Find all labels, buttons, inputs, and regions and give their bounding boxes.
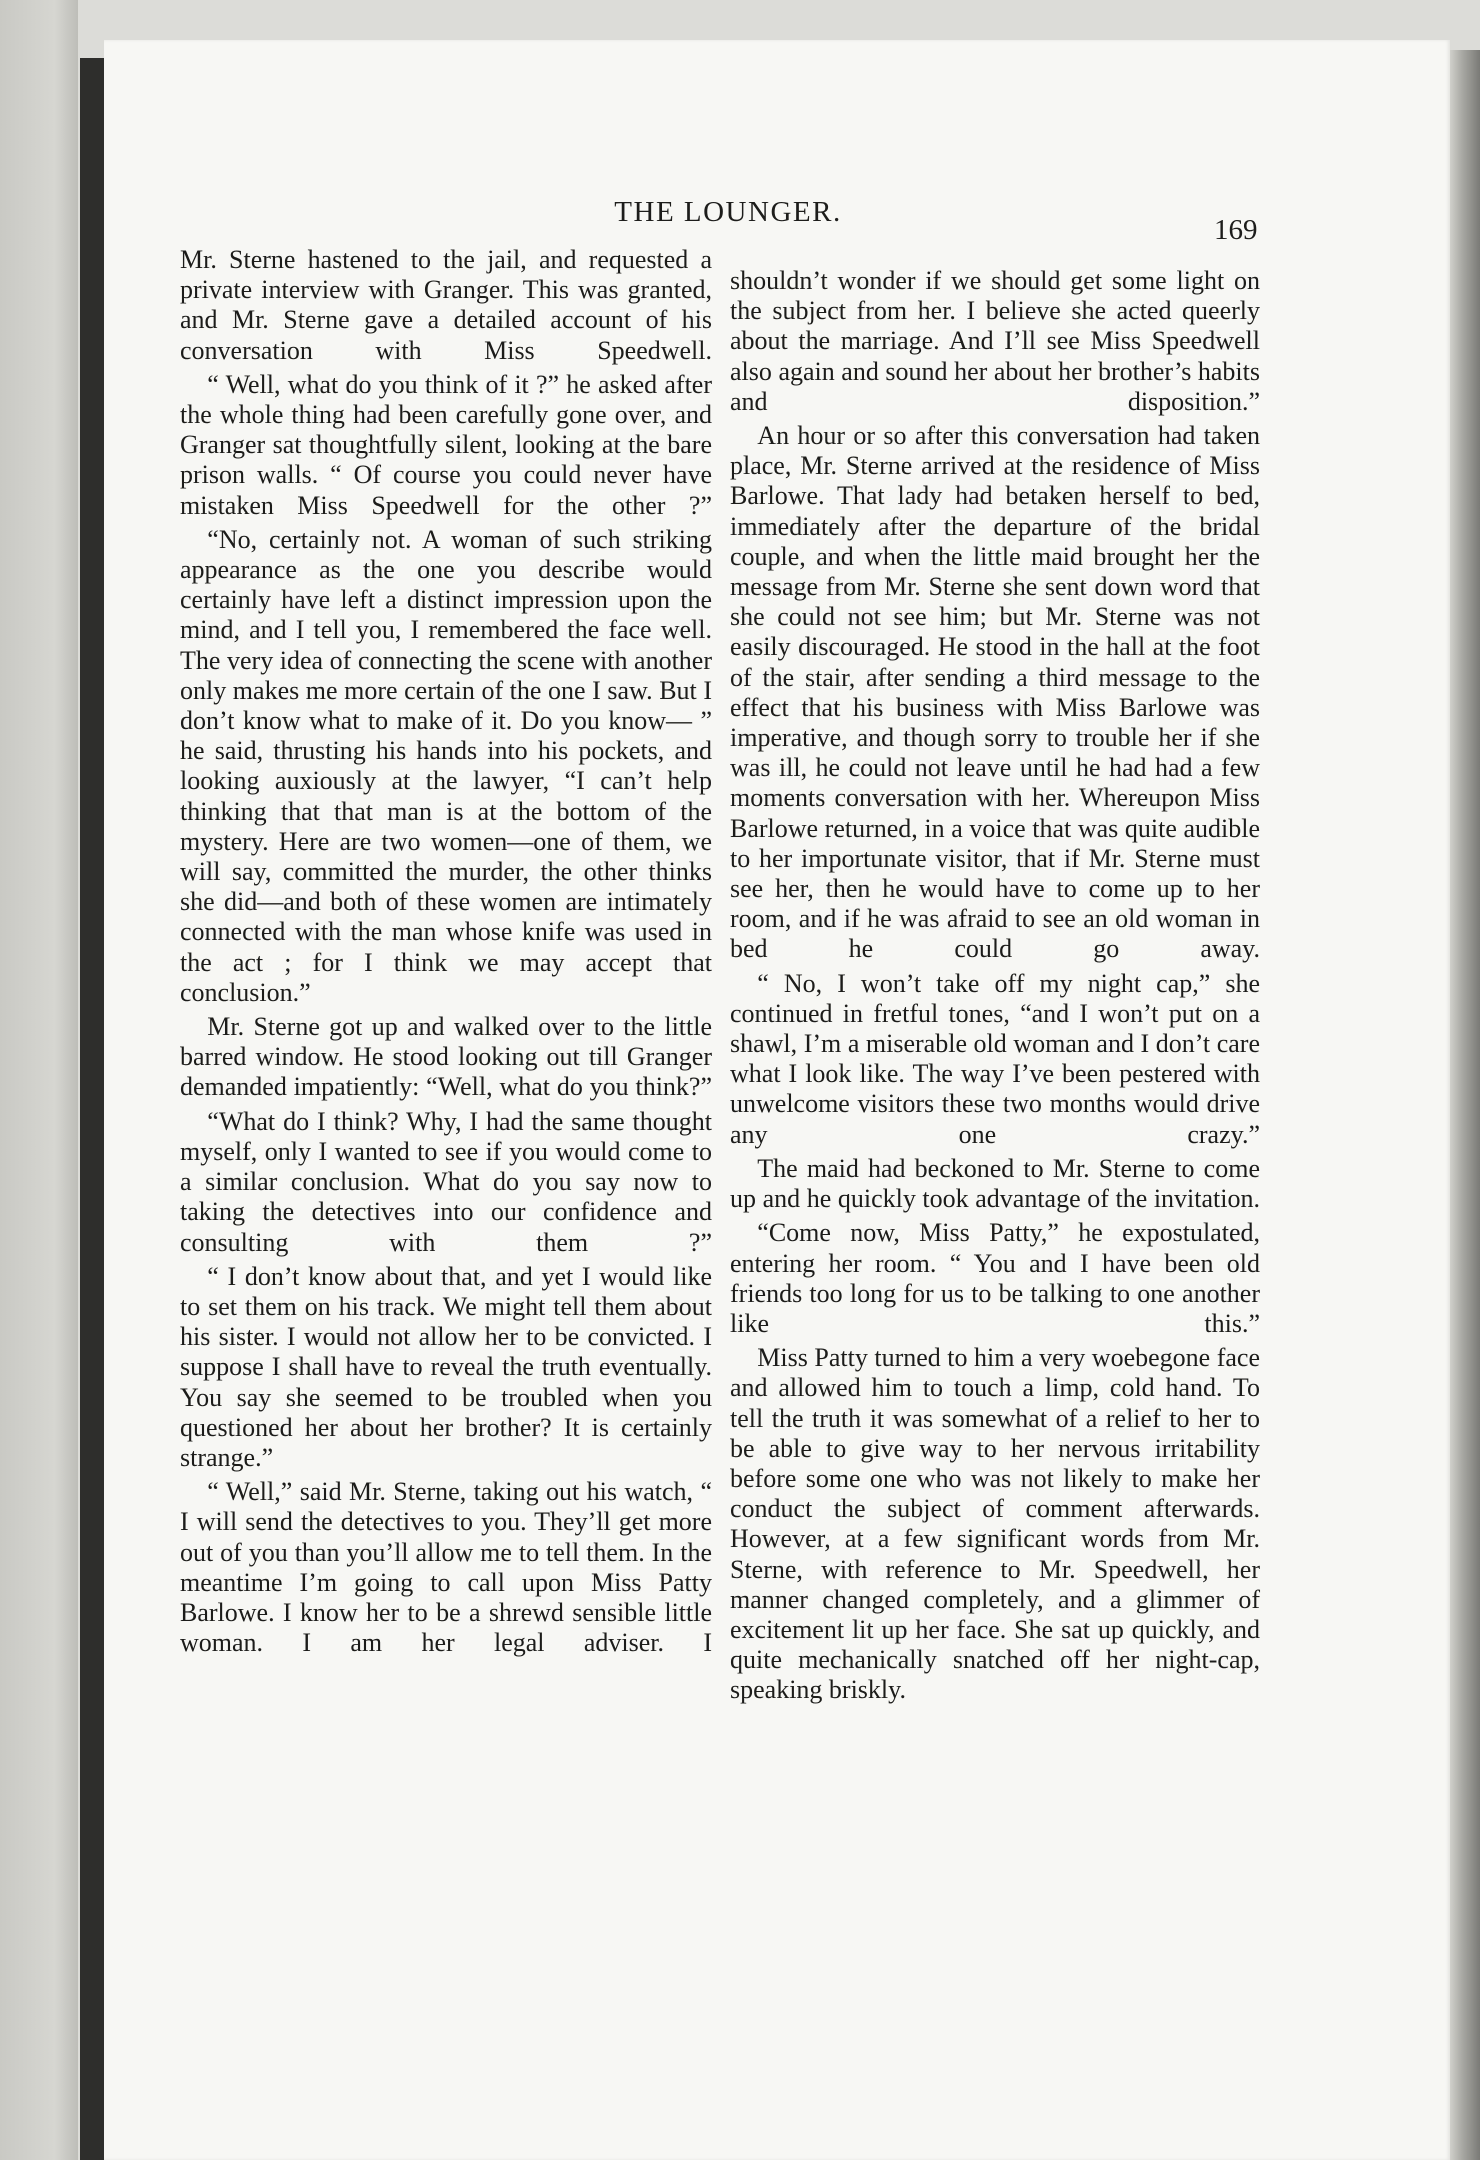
page-number: 169 <box>1214 214 1258 246</box>
paragraph: “ I don’t know about that, and yet I would like to set them on his track. We might tell them about his sister. I would not allow her to be convicted. I suppose I shall have to reveal the truth eventually. You say she seemed to be troubled when you questioned her about her brother? It is certainly strange.” <box>180 1261 712 1472</box>
paragraph: “ Well,” said Mr. Sterne, taking out his watch, “ I will send the detectives to you. They’ll get more out of you than you’ll allow me to tell them. In the meantime I’m going to call upon Miss Patty Barlowe. I know her to be a shrewd sensible little woman. I am her legal adviser. I <box>180 1477 712 1658</box>
paragraph: Mr. Sterne hastened to the jail, and requested a private interview with Granger. This was granted, and Mr. Sterne gave a detailed account of his conversation with Miss Speedwell. <box>180 245 712 365</box>
paragraph: The maid had beckoned to Mr. Sterne to come up and he quickly took advantage of the invitation. <box>730 1153 1260 1214</box>
paragraph: “Come now, Miss Patty,” he expostulated, entering her room. “ You and I have been old friends too long for us to be talking to one another like this.” <box>730 1218 1260 1338</box>
left-text-column <box>180 245 712 1662</box>
paragraph: “What do I think? Why, I had the same thought myself, only I wanted to see if you would come to a similar conclusion. What do you say now to taking the detectives into our confidence and consulting with them ?” <box>180 1106 712 1257</box>
paragraph: An hour or so after this conversation had taken place, Mr. Sterne arrived at the residence of Miss Barlowe. That lady had betaken herself to bed, immediately after the departure of the bridal couple, and when the little maid brought her the message from Mr. Sterne she sent down word that she could not see him; but Mr. Sterne was not easily discouraged. He stood in the hall at the foot of the stair, after sending a third message to the effect that his business with Miss Barlowe was imperative, and though sorry to trouble her if she was ill, he could not leave until he had had a few moments conversation with her. Whereupon Miss Barlowe returned, in a voice that was quite audible to her importunate visitor, that if Mr. Sterne must see her, then he would have to come up to her room, and if he was afraid to see an old woman in bed he could go away. <box>730 421 1260 964</box>
paragraph: Miss Patty turned to him a very woebegone face and allowed him to touch a limp, cold hand. To tell the truth it was somewhat of a relief to her to be able to give way to her nervous irritability before some one who was not likely to make her conduct the subject of comment afterwards. However, at a few significant words from Mr. Sterne, with reference to Mr. Speedwell, her manner changed completely, and a glimmer of excitement lit up her face. She sat up quickly, and quite mechanically snatched off her night-cap, speaking briskly. <box>730 1343 1260 1705</box>
previous-page-edge <box>0 0 78 2160</box>
page-edge-shadow <box>1450 50 1480 2160</box>
running-head: THE LOUNGER. <box>614 196 842 228</box>
binding-gutter <box>80 58 104 2160</box>
paragraph: Mr. Sterne got up and walked over to the little barred window. He stood looking out till Granger demanded impatiently: “Well, what do you think?” <box>180 1012 712 1102</box>
paragraph: shouldn’t wonder if we should get some light on the subject from her. I believe she acted queerly about the marriage. And I’ll see Miss Speedwell also again and sound her about her brother’s habits and disposition.” <box>730 266 1260 416</box>
right-text-column <box>730 266 1260 1710</box>
paragraph: “ Well, what do you think of it ?” he asked after the whole thing had been carefully gone over, and Granger sat thoughtfully silent, looking at the bare prison walls. “ Of course you could never have mistaken Miss Speedwell for the other ?” <box>180 369 712 520</box>
paragraph: “ No, I won’t take off my night cap,” she continued in fretful tones, “and I won’t put on a shawl, I’m a miserable old woman and I don’t care what I look like. The way I’ve been pestered with unwelcome visitors these two months would drive any one crazy.” <box>730 968 1260 1149</box>
paragraph: “No, certainly not. A woman of such striking appearance as the one you describe would certainly have left a distinct impression upon the mind, and I tell you, I remembered the face well. The very idea of connecting the scene with another only makes me more certain of the one I saw. But I don’t know what to make of it. Do you know— ” he said, thrusting his hands into his pockets, and looking auxiously at the lawyer, “I can’t help thinking that that man is at the bottom of the mystery. Here are two women—one of them, we will say, committed the murder, the other thinks she did—and both of these women are intimately connected with the man whose knife was used in the act ; for I think we may accept that conclusion.” <box>180 524 712 1007</box>
